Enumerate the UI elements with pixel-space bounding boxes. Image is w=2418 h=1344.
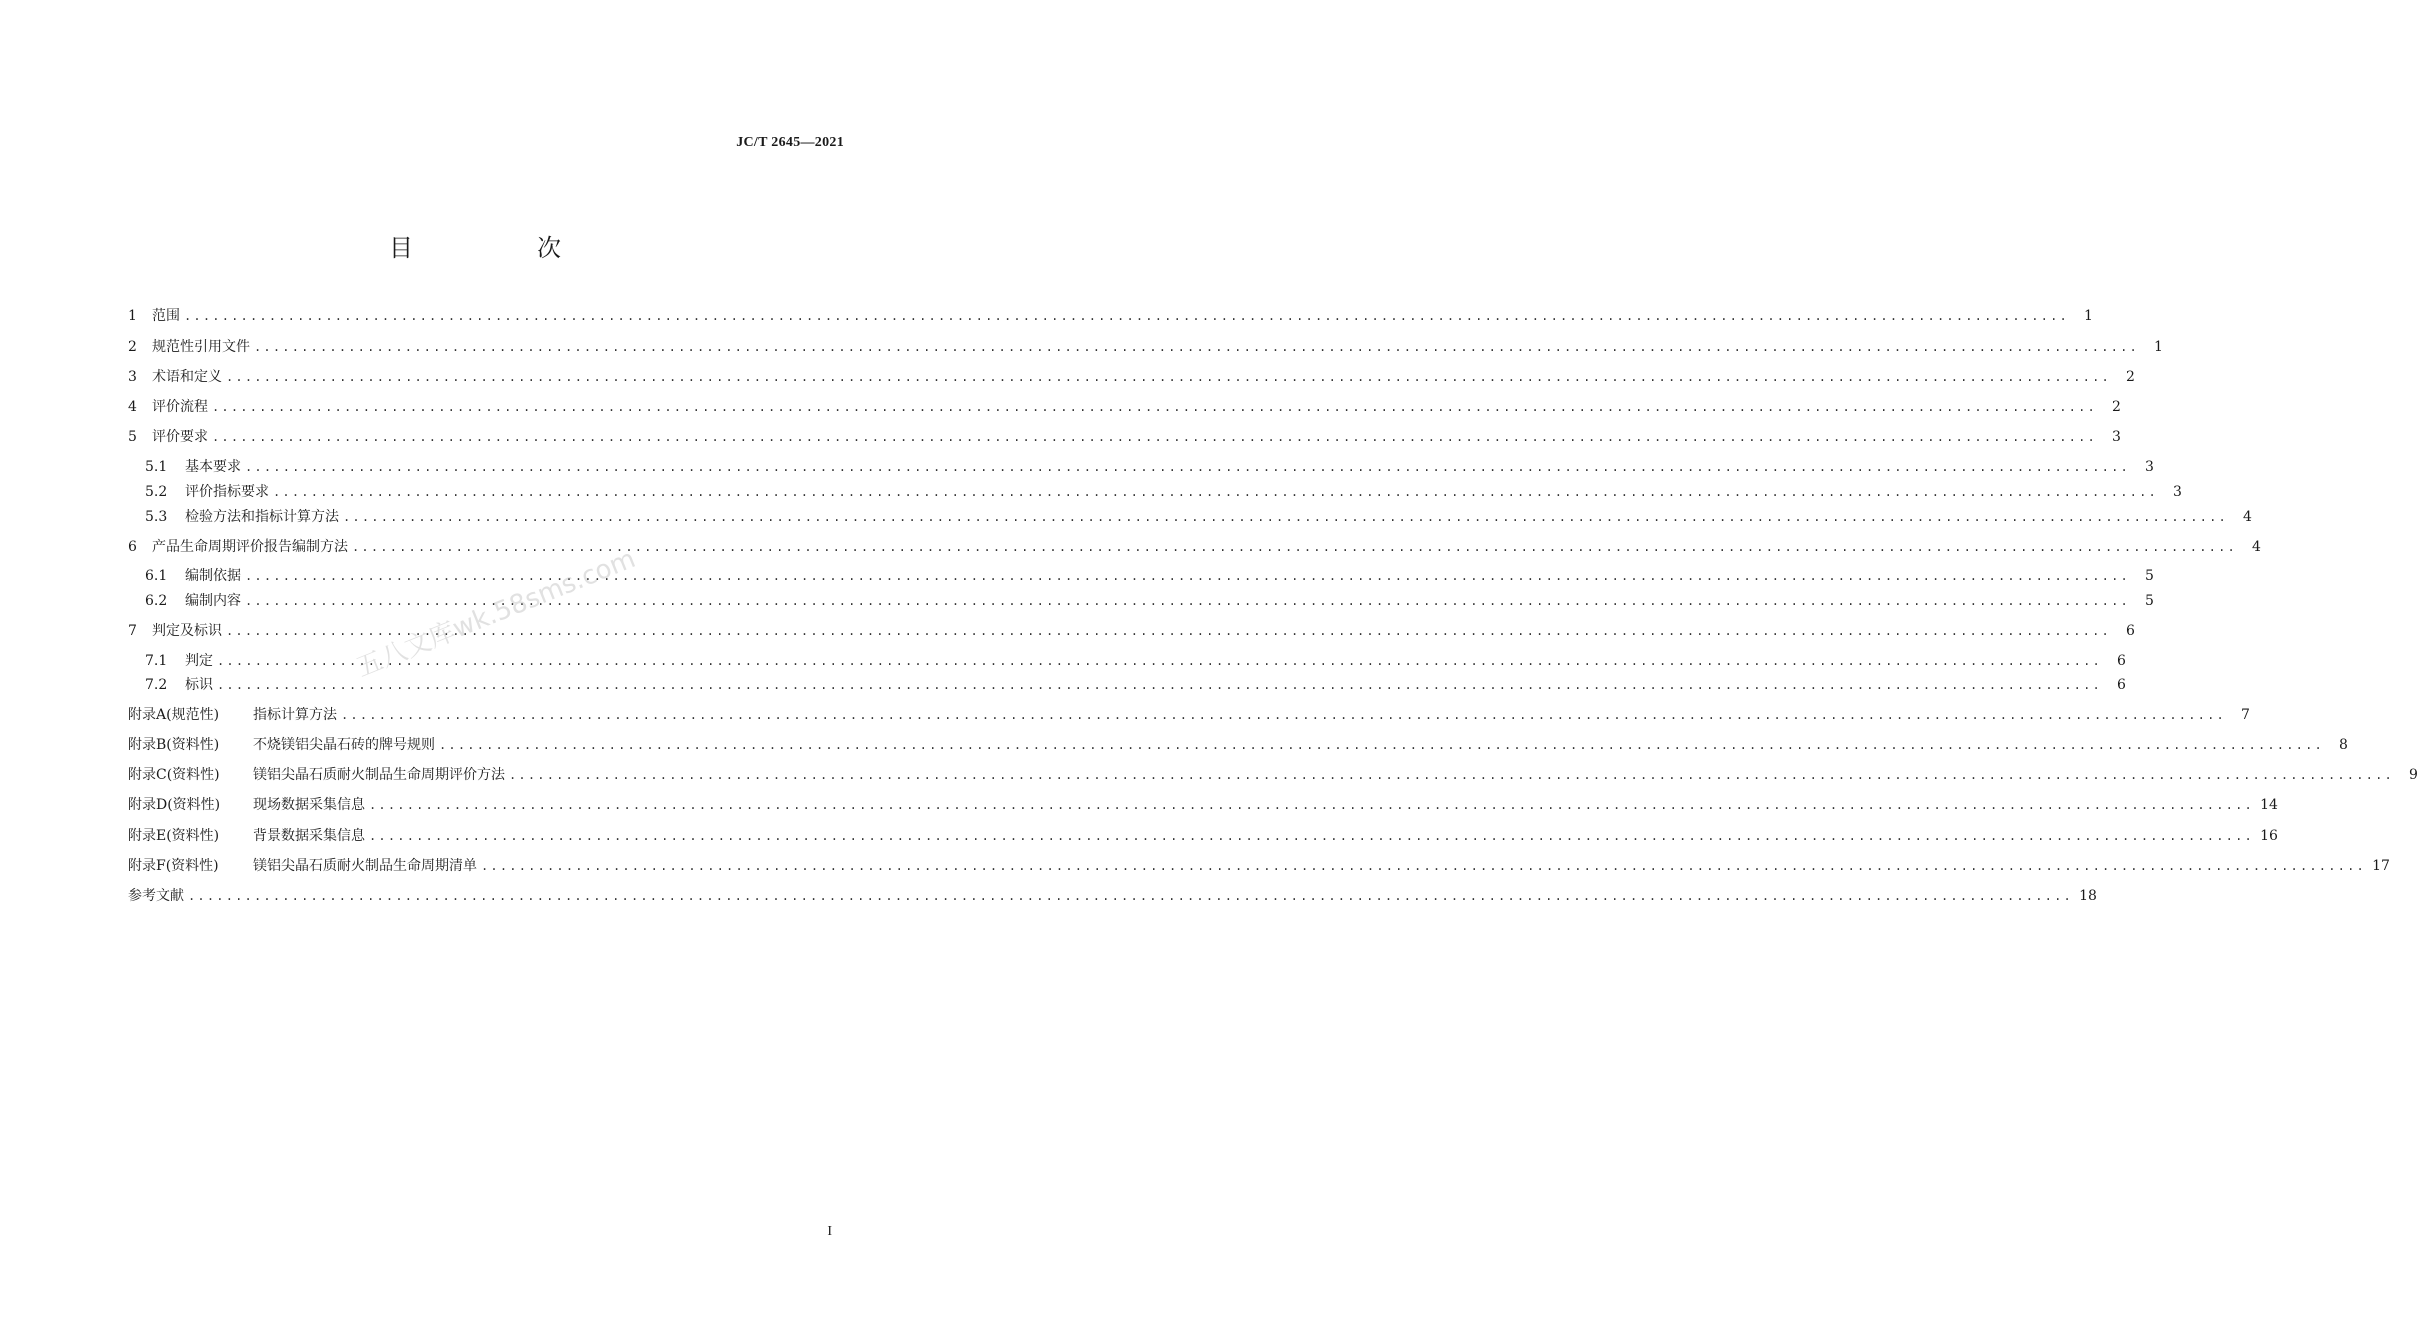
toc-entry-page: 3 bbox=[2173, 484, 2182, 500]
toc-entry[interactable] bbox=[145, 650, 2126, 670]
toc-entry[interactable] bbox=[128, 855, 2390, 875]
toc-dot-leader: ........................................................................................................................................................................................................ bbox=[273, 485, 2158, 499]
toc-entry-page: 1 bbox=[2154, 339, 2163, 355]
toc-entry[interactable] bbox=[128, 426, 2121, 446]
toc-dot-leader: ........................................................................................................................................................................................................ bbox=[212, 400, 2097, 414]
toc-entry-number: 附录D(资料性) bbox=[128, 797, 221, 813]
toc-dot-leader: ........................................................................................................................................................................................................ bbox=[341, 708, 2226, 722]
toc-entry-page: 4 bbox=[2243, 509, 2252, 525]
toc-dot-leader: ........................................................................................................................................................................................................ bbox=[217, 654, 2102, 668]
toc-entry-number: 6 bbox=[128, 539, 137, 555]
toc-entry-title: 规范性引用文件 bbox=[152, 339, 250, 355]
toc-dot-leader: ........................................................................................................................................................................................................ bbox=[188, 889, 2073, 903]
toc-entry-title: 产品生命周期评价报告编制方法 bbox=[152, 539, 348, 555]
toc-entry-number: 6.1 bbox=[145, 568, 168, 584]
toc-dot-leader: ........................................................................................................................................................................................................ bbox=[343, 510, 2228, 524]
toc-entry-title: 基本要求 bbox=[185, 459, 241, 475]
toc-entry-number: 附录E(资料性) bbox=[128, 828, 220, 844]
toc-entry-title: 镁铝尖晶石质耐火制品生命周期评价方法 bbox=[253, 767, 505, 783]
toc-entry-page: 6 bbox=[2117, 677, 2126, 693]
toc-entry-title: 编制依据 bbox=[185, 568, 241, 584]
toc-entry-number: 3 bbox=[128, 369, 137, 385]
toc-entry[interactable] bbox=[145, 456, 2154, 476]
toc-entry-page: 5 bbox=[2145, 593, 2154, 609]
toc-entry-page: 16 bbox=[2260, 828, 2278, 844]
toc-entry-page: 3 bbox=[2112, 429, 2121, 445]
standard-code: JC/T 2645—2021 bbox=[736, 135, 844, 150]
toc-entry-page: 3 bbox=[2145, 459, 2154, 475]
toc-entry[interactable] bbox=[128, 396, 2121, 416]
toc-entry-page: 8 bbox=[2339, 737, 2348, 753]
toc-dot-leader: ........................................................................................................................................................................................................ bbox=[217, 678, 2102, 692]
toc-entry-page: 4 bbox=[2252, 539, 2261, 555]
toc-entry-title: 参考文献 bbox=[128, 888, 184, 904]
toc-entry-page: 14 bbox=[2260, 797, 2278, 813]
toc-dot-leader: ........................................................................................................................................................................................................ bbox=[439, 738, 2324, 752]
toc-entry-title: 背景数据采集信息 bbox=[253, 828, 365, 844]
toc-entry-page: 2 bbox=[2112, 399, 2121, 415]
toc-entry-number: 5.1 bbox=[145, 459, 168, 475]
toc-entry-number: 1 bbox=[128, 308, 137, 324]
toc-entry-number: 附录F(资料性) bbox=[128, 858, 219, 874]
toc-entry[interactable] bbox=[145, 674, 2126, 694]
toc-entry-title: 术语和定义 bbox=[152, 369, 222, 385]
toc-entry-page: 6 bbox=[2126, 623, 2135, 639]
toc-dot-leader: ........................................................................................................................................................................................................ bbox=[245, 460, 2130, 474]
toc-dot-leader: ........................................................................................................................................................................................................ bbox=[212, 430, 2097, 444]
toc-entry[interactable] bbox=[128, 305, 2093, 325]
toc-entry-page: 5 bbox=[2145, 568, 2154, 584]
toc-entry[interactable] bbox=[145, 565, 2154, 585]
toc-dot-leader: ........................................................................................................................................................................................................ bbox=[509, 768, 2394, 782]
toc-entry[interactable] bbox=[145, 481, 2182, 501]
toc-dot-leader: ........................................................................................................................................................................................................ bbox=[245, 569, 2130, 583]
page-number: I bbox=[827, 1224, 832, 1239]
toc-entry[interactable] bbox=[145, 506, 2252, 526]
toc-entry-number: 5.3 bbox=[145, 509, 168, 525]
toc-entry[interactable] bbox=[128, 825, 2278, 845]
toc-dot-leader: ........................................................................................................................................................................................................ bbox=[226, 624, 2111, 638]
toc-entry[interactable] bbox=[128, 885, 2097, 905]
toc-entry-number: 6.2 bbox=[145, 593, 168, 609]
toc-entry-page: 7 bbox=[2241, 707, 2250, 723]
toc-entry[interactable] bbox=[128, 536, 2261, 556]
toc-entry-page: 9 bbox=[2409, 767, 2418, 783]
toc-dot-leader: ........................................................................................................................................................................................................ bbox=[184, 309, 2069, 323]
toc-entry-number: 2 bbox=[128, 339, 137, 355]
toc-entry-title: 镁铝尖晶石质耐火制品生命周期清单 bbox=[253, 858, 477, 874]
toc-entry-page: 1 bbox=[2084, 308, 2093, 324]
toc-entry-title: 检验方法和指标计算方法 bbox=[185, 509, 339, 525]
toc-entry-page: 6 bbox=[2117, 653, 2126, 669]
toc-entry-page: 17 bbox=[2372, 858, 2390, 874]
toc-entry-page: 2 bbox=[2126, 369, 2135, 385]
toc-entry-number: 附录A(规范性) bbox=[128, 707, 220, 723]
page-title: 目 次 bbox=[389, 234, 611, 262]
toc-dot-leader: ........................................................................................................................................................................................................ bbox=[245, 594, 2130, 608]
watermark: 五八文库wk.58sms.com bbox=[352, 543, 640, 684]
toc-dot-leader: ........................................................................................................................................................................................................ bbox=[369, 798, 2254, 812]
toc-dot-leader: ........................................................................................................................................................................................................ bbox=[226, 370, 2111, 384]
toc-entry-title: 判定及标识 bbox=[152, 623, 222, 639]
toc-entry[interactable] bbox=[128, 366, 2135, 386]
toc-entry-title: 不烧镁铝尖晶石砖的牌号规则 bbox=[253, 737, 435, 753]
toc-entry-title: 标识 bbox=[185, 677, 213, 693]
toc-entry-page: 18 bbox=[2079, 888, 2097, 904]
toc-dot-leader: ........................................................................................................................................................................................................ bbox=[369, 829, 2254, 843]
toc-entry-title: 范围 bbox=[152, 308, 180, 324]
toc-entry-number: 7.2 bbox=[145, 677, 168, 693]
toc-entry-title: 现场数据采集信息 bbox=[253, 797, 365, 813]
toc-entry-number: 7.1 bbox=[145, 653, 168, 669]
toc-dot-leader: ........................................................................................................................................................................................................ bbox=[352, 540, 2237, 554]
toc-entry-number: 5.2 bbox=[145, 484, 168, 500]
toc-entry-title: 评价指标要求 bbox=[185, 484, 269, 500]
toc-entry[interactable] bbox=[128, 764, 2418, 784]
toc-entry-number: 7 bbox=[128, 623, 137, 639]
toc-entry-number: 5 bbox=[128, 429, 137, 445]
toc-entry-number: 附录B(资料性) bbox=[128, 737, 220, 753]
toc-dot-leader: ........................................................................................................................................................................................................ bbox=[254, 340, 2139, 354]
toc-entry[interactable] bbox=[128, 336, 2163, 356]
toc-entry-number: 附录C(资料性) bbox=[128, 767, 220, 783]
toc-entry-title: 指标计算方法 bbox=[253, 707, 337, 723]
toc-entry-title: 评价要求 bbox=[152, 429, 208, 445]
toc-entry-title: 判定 bbox=[185, 653, 213, 669]
toc-entry-title: 评价流程 bbox=[152, 399, 208, 415]
toc-entry[interactable] bbox=[128, 704, 2250, 724]
toc-entry[interactable] bbox=[128, 794, 2278, 814]
toc-entry[interactable] bbox=[128, 734, 2348, 754]
toc-entry-number: 4 bbox=[128, 399, 137, 415]
toc-dot-leader: ........................................................................................................................................................................................................ bbox=[481, 859, 2366, 873]
toc-entry-title: 编制内容 bbox=[185, 593, 241, 609]
